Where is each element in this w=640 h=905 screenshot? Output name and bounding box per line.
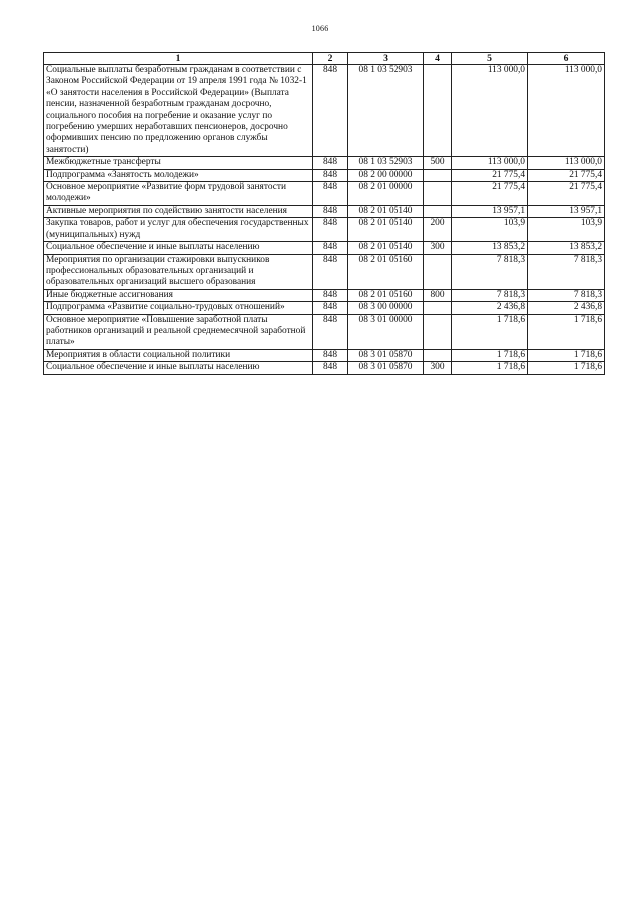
row-name: Закупка товаров, работ и услуг для обеспечения государственных (муниципальных) нужд xyxy=(44,218,313,242)
row-amount-2: 113 000,0 xyxy=(528,157,605,169)
table-row xyxy=(44,218,605,242)
row-code-type: 200 xyxy=(424,218,452,242)
row-code-type: 800 xyxy=(424,289,452,301)
row-code-type: 300 xyxy=(424,242,452,254)
table-row xyxy=(44,314,605,349)
row-name: Мероприятия в области социальной политики xyxy=(44,349,313,361)
header-col-3: 3 xyxy=(348,53,424,65)
row-code-target: 08 3 01 05870 xyxy=(348,349,424,361)
row-amount-1: 21 775,4 xyxy=(452,169,528,181)
row-code-type xyxy=(424,349,452,361)
table-row xyxy=(44,362,605,374)
table-row xyxy=(44,169,605,181)
row-code-admin: 848 xyxy=(313,289,348,301)
row-amount-1: 113 000,0 xyxy=(452,157,528,169)
row-name: Социальное обеспечение и иные выплаты населению xyxy=(44,362,313,374)
table-header-row xyxy=(44,53,605,65)
row-amount-2: 13 957,1 xyxy=(528,205,605,217)
row-code-admin: 848 xyxy=(313,362,348,374)
row-code-target: 08 3 01 05870 xyxy=(348,362,424,374)
row-code-admin: 848 xyxy=(313,314,348,349)
row-amount-1: 13 853,2 xyxy=(452,242,528,254)
row-code-type xyxy=(424,254,452,289)
row-code-target: 08 2 01 05160 xyxy=(348,254,424,289)
row-code-target: 08 2 01 05140 xyxy=(348,205,424,217)
table-row xyxy=(44,349,605,361)
row-code-target: 08 3 00 00000 xyxy=(348,302,424,314)
row-name: Активные мероприятия по содействию занятости населения xyxy=(44,205,313,217)
row-amount-2: 2 436,8 xyxy=(528,302,605,314)
row-name: Основное мероприятие «Развитие форм трудовой занятости молодежи» xyxy=(44,182,313,206)
row-name: Межбюджетные трансферты xyxy=(44,157,313,169)
row-name: Подпрограмма «Занятость молодежи» xyxy=(44,169,313,181)
table-row xyxy=(44,302,605,314)
header-col-5: 5 xyxy=(452,53,528,65)
table-row xyxy=(44,157,605,169)
row-code-target: 08 2 01 05140 xyxy=(348,242,424,254)
table-body xyxy=(44,65,605,375)
row-amount-1: 7 818,3 xyxy=(452,254,528,289)
table-row xyxy=(44,242,605,254)
row-code-admin: 848 xyxy=(313,218,348,242)
table-row xyxy=(44,65,605,157)
table-row xyxy=(44,182,605,206)
row-amount-2: 7 818,3 xyxy=(528,254,605,289)
row-amount-1: 2 436,8 xyxy=(452,302,528,314)
row-code-type: 300 xyxy=(424,362,452,374)
row-name: Основное мероприятие «Повышение заработной платы работников организаций и реальной среднемесячной заработной платы» xyxy=(44,314,313,349)
row-code-admin: 848 xyxy=(313,242,348,254)
budget-table xyxy=(43,52,605,375)
row-amount-2: 113 000,0 xyxy=(528,65,605,157)
row-amount-2: 103,9 xyxy=(528,218,605,242)
row-amount-2: 1 718,6 xyxy=(528,349,605,361)
row-code-target: 08 2 01 05140 xyxy=(348,218,424,242)
row-code-target: 08 2 01 05160 xyxy=(348,289,424,301)
row-code-type xyxy=(424,169,452,181)
page-number: 1066 xyxy=(311,24,329,33)
row-name: Социальные выплаты безработным гражданам в соответствии с Законом Российской Федерации от 19 апреля 1991 года № 1032-1 «О занятости населения в Российской Федерации» (Выплата пенсии, назначенной безработным гражданам досрочно, социального пособия на погребение и оказание услуг по погребению умерших неработавших пенсионеров, досрочно оформивших пенсию по предложению органов службы занятости) xyxy=(44,65,313,157)
row-code-admin: 848 xyxy=(313,182,348,206)
row-name: Подпрограмма «Развитие социально-трудовых отношений» xyxy=(44,302,313,314)
row-name: Социальное обеспечение и иные выплаты населению xyxy=(44,242,313,254)
row-code-type xyxy=(424,205,452,217)
row-amount-1: 13 957,1 xyxy=(452,205,528,217)
table-row xyxy=(44,254,605,289)
header-col-4: 4 xyxy=(424,53,452,65)
row-amount-2: 21 775,4 xyxy=(528,182,605,206)
row-amount-2: 13 853,2 xyxy=(528,242,605,254)
row-amount-1: 1 718,6 xyxy=(452,349,528,361)
row-code-admin: 848 xyxy=(313,169,348,181)
row-code-type: 500 xyxy=(424,157,452,169)
row-name: Иные бюджетные ассигнования xyxy=(44,289,313,301)
row-code-type xyxy=(424,314,452,349)
row-code-target: 08 2 00 00000 xyxy=(348,169,424,181)
header-col-1: 1 xyxy=(44,53,313,65)
row-amount-1: 1 718,6 xyxy=(452,314,528,349)
row-code-target: 08 3 01 00000 xyxy=(348,314,424,349)
table-row xyxy=(44,205,605,217)
row-code-type xyxy=(424,182,452,206)
row-amount-2: 1 718,6 xyxy=(528,314,605,349)
row-amount-2: 21 775,4 xyxy=(528,169,605,181)
row-amount-1: 7 818,3 xyxy=(452,289,528,301)
row-code-type xyxy=(424,302,452,314)
row-code-target: 08 1 03 52903 xyxy=(348,157,424,169)
row-code-admin: 848 xyxy=(313,205,348,217)
row-code-target: 08 1 03 52903 xyxy=(348,65,424,157)
row-amount-2: 1 718,6 xyxy=(528,362,605,374)
row-amount-1: 113 000,0 xyxy=(452,65,528,157)
row-amount-1: 103,9 xyxy=(452,218,528,242)
row-code-target: 08 2 01 00000 xyxy=(348,182,424,206)
header-col-6: 6 xyxy=(528,53,605,65)
row-code-admin: 848 xyxy=(313,254,348,289)
row-amount-1: 1 718,6 xyxy=(452,362,528,374)
row-code-admin: 848 xyxy=(313,349,348,361)
row-code-admin: 848 xyxy=(313,65,348,157)
header-col-2: 2 xyxy=(313,53,348,65)
row-code-admin: 848 xyxy=(313,157,348,169)
row-amount-2: 7 818,3 xyxy=(528,289,605,301)
row-name: Мероприятия по организации стажировки выпускников профессиональных образовательных организаций и образовательных организаций высшего образования xyxy=(44,254,313,289)
row-amount-1: 21 775,4 xyxy=(452,182,528,206)
row-code-admin: 848 xyxy=(313,302,348,314)
table-row xyxy=(44,289,605,301)
row-code-type xyxy=(424,65,452,157)
